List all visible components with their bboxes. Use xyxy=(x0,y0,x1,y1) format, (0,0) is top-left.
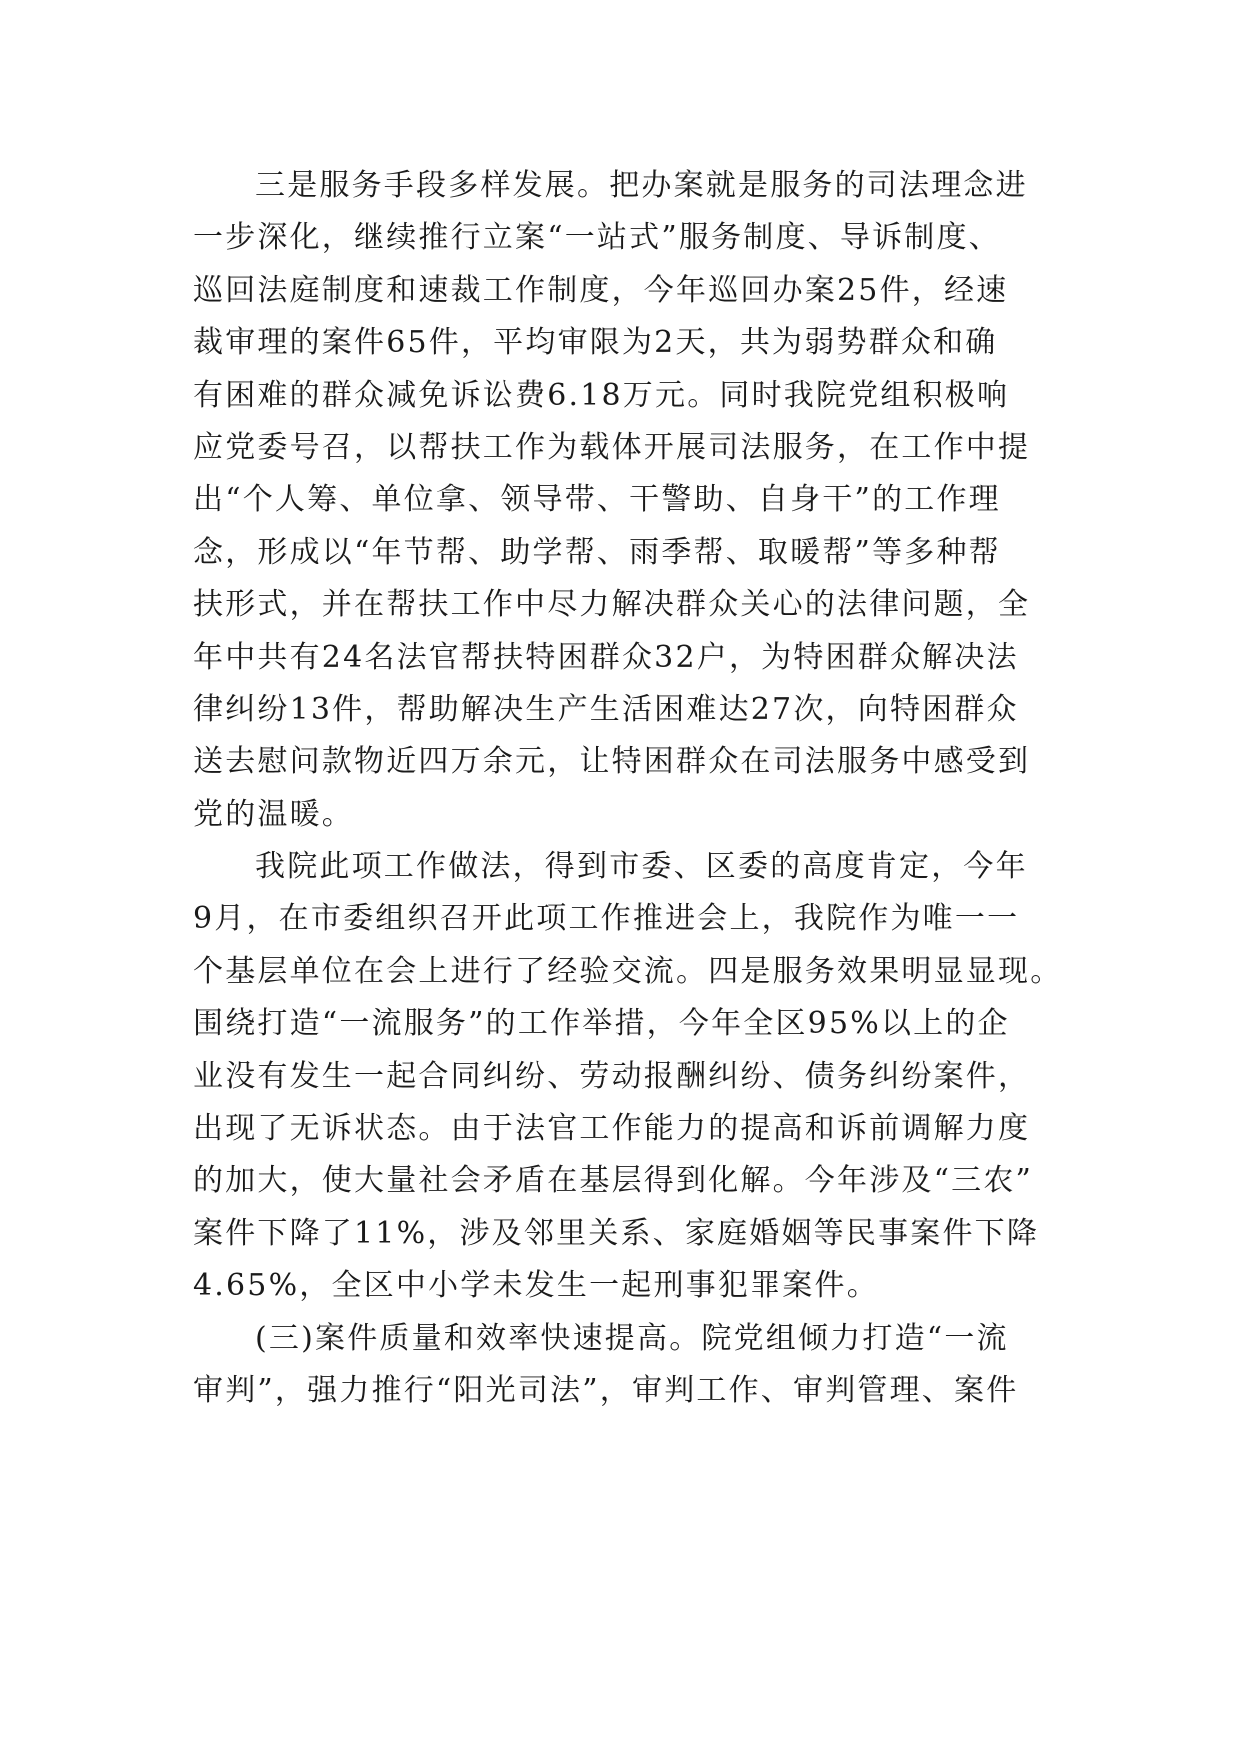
text-line: 4.65%，全区中小学未发生一起刑事犯罪案件。 xyxy=(193,1268,879,1304)
document-body xyxy=(193,160,1073,1417)
text-line: 扶形式，并在帮扶工作中尽力解决群众关心的法律问题，全 xyxy=(193,587,1031,623)
text-line: 的加大，使大量社会矛盾在基层得到化解。今年涉及“三农” xyxy=(193,1163,1034,1199)
text-line: 有困难的群众减免诉讼费6.18万元。同时我院党组积极响 xyxy=(193,377,1010,413)
text-line: 巡回法庭制度和速裁工作制度，今年巡回办案25件，经速 xyxy=(193,272,1009,308)
text-line: 出现了无诉状态。由于法官工作能力的提高和诉前调解力度 xyxy=(193,1111,1031,1147)
text-line: 我院此项工作做法，得到市委、区委的高度肯定，今年 xyxy=(255,849,1028,885)
text-line: 个基层单位在会上进行了经验交流。四是服务效果明显显现。 xyxy=(193,953,1063,989)
text-line: 出“个人筹、单位拿、领导带、干警助、自身干”的工作理 xyxy=(193,482,1001,518)
text-line: 9月，在市委组织召开此项工作推进会上，我院作为唯一一 xyxy=(193,901,1020,937)
text-line: 念，形成以“年节帮、助学帮、雨季帮、取暖帮”等多种帮 xyxy=(193,534,1001,570)
text-line: 案件下降了11%，涉及邻里关系、家庭婚姻等民事案件下降 xyxy=(193,1215,1040,1251)
text-line: 围绕打造“一流服务”的工作举措，今年全区95%以上的企 xyxy=(193,1006,1010,1042)
text-line: 年中共有24名法官帮扶特困群众32户，为特困群众解决法 xyxy=(193,639,1019,675)
text-line: 党的温暖。 xyxy=(193,796,354,832)
text-line: 一步深化，继续推行立案“一站式”服务制度、导诉制度、 xyxy=(193,220,1001,256)
text-line: 审判”，强力推行“阳光司法”，审判工作、审判管理、案件 xyxy=(193,1372,1019,1408)
text-line: 送去慰问款物近四万余元，让特困群众在司法服务中感受到 xyxy=(193,744,1031,780)
text-line: 应党委号召，以帮扶工作为载体开展司法服务，在工作中提 xyxy=(193,429,1031,465)
text-line: 律纠纷13件，帮助解决生产生活困难达27次，向特困群众 xyxy=(193,691,1019,727)
text-line: 三是服务手段多样发展。把办案就是服务的司法理念进 xyxy=(255,168,1028,203)
text-line: 业没有发生一起合同纠纷、劳动报酬纠纷、债务纠纷案件， xyxy=(193,1058,1031,1094)
text-line: 裁审理的案件65件，平均审限为2天，共为弱势群众和确 xyxy=(193,325,998,361)
text-line: (三)案件质量和效率快速提高。院党组倾力打造“一流 xyxy=(255,1320,1009,1356)
